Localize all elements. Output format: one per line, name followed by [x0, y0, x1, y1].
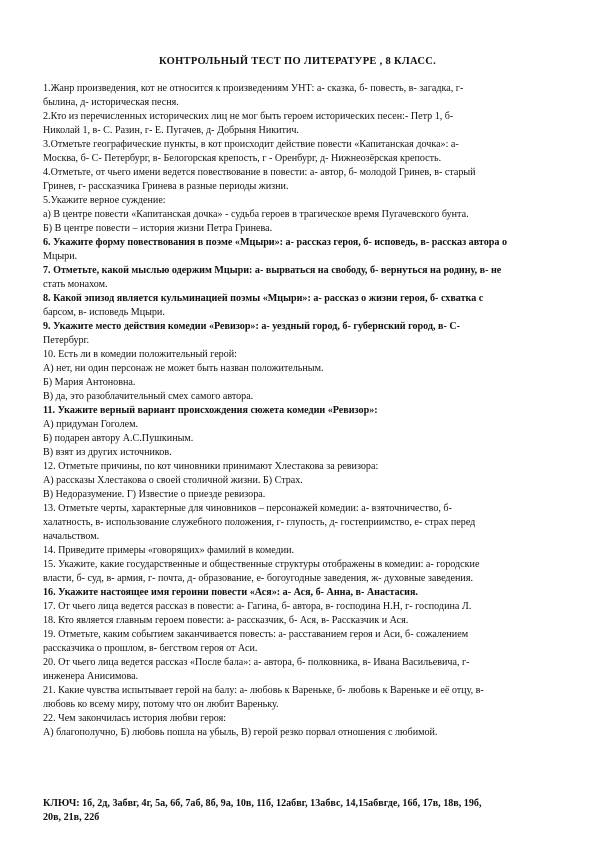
text-line: 4.Отметьте, от чьего имени ведется повествование в повести: а- автор, б- молодой Гринев, в- старый: [43, 167, 476, 178]
text-line: 8. Какой эпизод является кульминацией поэмы «Мцыри»: а- рассказ о жизни героя, б- схватка с: [43, 293, 484, 304]
text-line: Москва, б- С- Петербург, в- Белогорская крепость, г - Оренбург, д- Нижнеозёрская крепость.: [43, 153, 442, 164]
text-line: Гринев, г- рассказчика Гринева в разные периоды жизни.: [43, 181, 289, 192]
text-line: 14. Приведите примеры «говорящих» фамилий в комедии.: [43, 545, 295, 556]
text-line: а) В центре повести «Капитанская дочка» - судьба героев в трагическое время Пугачевского бунта.: [43, 209, 469, 220]
questions-block: [43, 82, 563, 740]
text-line: 19. Отметьте, каким событием заканчивается повесть: а- расставанием героя и Аси, б- сожалением: [43, 629, 469, 640]
text-line: А) благополучно, Б) любовь пошла на убыль, В) герой резко порвал отношения с любимой.: [43, 727, 438, 738]
text-line: 2.Кто из перечисленных исторических лиц не мог быть героем исторических песен:- Петр 1, б-: [43, 111, 454, 122]
text-line: 15. Укажите, какие государственные и общественные структуры отображены в комедии: а- городские: [43, 559, 480, 570]
text-line: А) нет, ни один персонаж не может быть назван положительным.: [43, 363, 324, 374]
text-line: 13. Отметьте черты, характерные для чиновников – персонажей комедии: а- взяточничество, б-: [43, 503, 452, 514]
text-line: 11. Укажите верный вариант происхождения сюжета комедии «Ревизор»:: [43, 405, 378, 416]
text-line: власти, б- суд, в- армия, г- почта, д- образование, е- богоугодные заведения, ж- духовные заведения.: [43, 573, 474, 584]
answer-key-line: 20в, 21в, 22б: [43, 812, 100, 823]
text-line: халатность, в- использование служебного положения, г- глупость, д- гостеприимство, е- страх перед: [43, 517, 476, 528]
text-line: 9. Укажите место действия комедии «Ревизор»: а- уездный город, б- губернский город, в- С-: [43, 321, 461, 332]
text-line: Б) В центре повести – история жизни Петра Гринева.: [43, 223, 273, 234]
text-line: В) Недоразумение. Г) Известие о приезде ревизора.: [43, 489, 266, 500]
text-line: 17. От чьего лица ведется рассказ в повести: а- Гагина, б- автора, в- господина Н.Н, г- господина Л.: [43, 601, 472, 612]
answer-key-line: КЛЮЧ: 1б, 2д, 3абвг, 4г, 5а, 6б, 7аб, 8б, 9а, 10в, 11б, 12абвг, 13абвс, 14,15абвгде, 16б, 17в, 18в, 19б,: [43, 798, 482, 809]
text-line: В) да, это разоблачительный смех самого автора.: [43, 391, 254, 402]
text-line: 21. Какие чувства испытывает герой на балу: а- любовь к Вареньке, б- любовь к Вареньке и её отцу, в-: [43, 685, 484, 696]
answer-key: [43, 797, 573, 825]
text-line: 3.Отметьте географические пункты, в кот происходит действие повести «Капитанская дочка»: а-: [43, 139, 459, 150]
text-line: А) придуман Гоголем.: [43, 419, 139, 430]
text-line: 7. Отметьте, какой мыслью одержим Мцыри: а- вырваться на свободу, б- вернуться на родину, в- не: [43, 265, 502, 276]
text-line: Б) подарен автору А.С.Пушкиным.: [43, 433, 194, 444]
text-line: 16. Укажите настоящее имя героини повести «Ася»: а- Ася, б- Анна, в- Анастасия.: [43, 587, 418, 598]
text-line: Б) Мария Антоновна.: [43, 377, 136, 388]
text-line: стать монахом.: [43, 279, 108, 290]
text-line: 12. Отметьте причины, по кот чиновники принимают Хлестакова за ревизора:: [43, 461, 379, 472]
document-title: КОНТРОЛЬНЫЙ ТЕСТ ПО ЛИТЕРАТУРЕ , 8 КЛАСС.: [158, 56, 437, 67]
text-line: любовь ко всему миру, потому что он любит Вареньку.: [43, 699, 279, 710]
text-line: 20. От чьего лица ведется рассказ «После бала»: а- автора, б- полковника, в- Ивана Васильевича, г-: [43, 657, 470, 668]
text-line: барсом, в- исповедь Мцыри.: [43, 307, 165, 318]
text-line: 6. Укажите форму повествования в поэме «Мцыри»: а- рассказ героя, б- исповедь, в- рассказ автора о: [43, 237, 508, 248]
text-line: былина, д- историческая песня.: [43, 97, 179, 108]
text-line: 18. Кто является главным героем повести: а- рассказчик, б- Ася, в- Рассказчик и Ася.: [43, 615, 409, 626]
text-line: Петербург.: [43, 335, 90, 346]
text-line: В) взят из других источников.: [43, 447, 172, 458]
text-line: начальством.: [43, 531, 100, 542]
text-line: Николай 1, в- С. Разин, г- Е. Пугачев, д- Добрыня Никитич.: [43, 125, 299, 136]
text-line: инженера Анисимова.: [43, 671, 139, 682]
text-line: рассказчика о прошлом, в- бегством героя от Аси.: [43, 643, 258, 654]
text-line: 5.Укажите верное суждение:: [43, 195, 166, 206]
text-line: 1.Жанр произведения, кот не относится к произведениям УНТ: а- сказка, б- повесть, в- загадка, г-: [43, 83, 464, 94]
text-line: Мцыри.: [43, 251, 78, 262]
text-line: 22. Чем закончилась история любви героя:: [43, 713, 227, 724]
text-line: А) рассказы Хлестакова о своей столичной жизни. Б) Страх.: [43, 475, 303, 486]
text-line: 10. Есть ли в комедии положительный герой:: [43, 349, 237, 360]
